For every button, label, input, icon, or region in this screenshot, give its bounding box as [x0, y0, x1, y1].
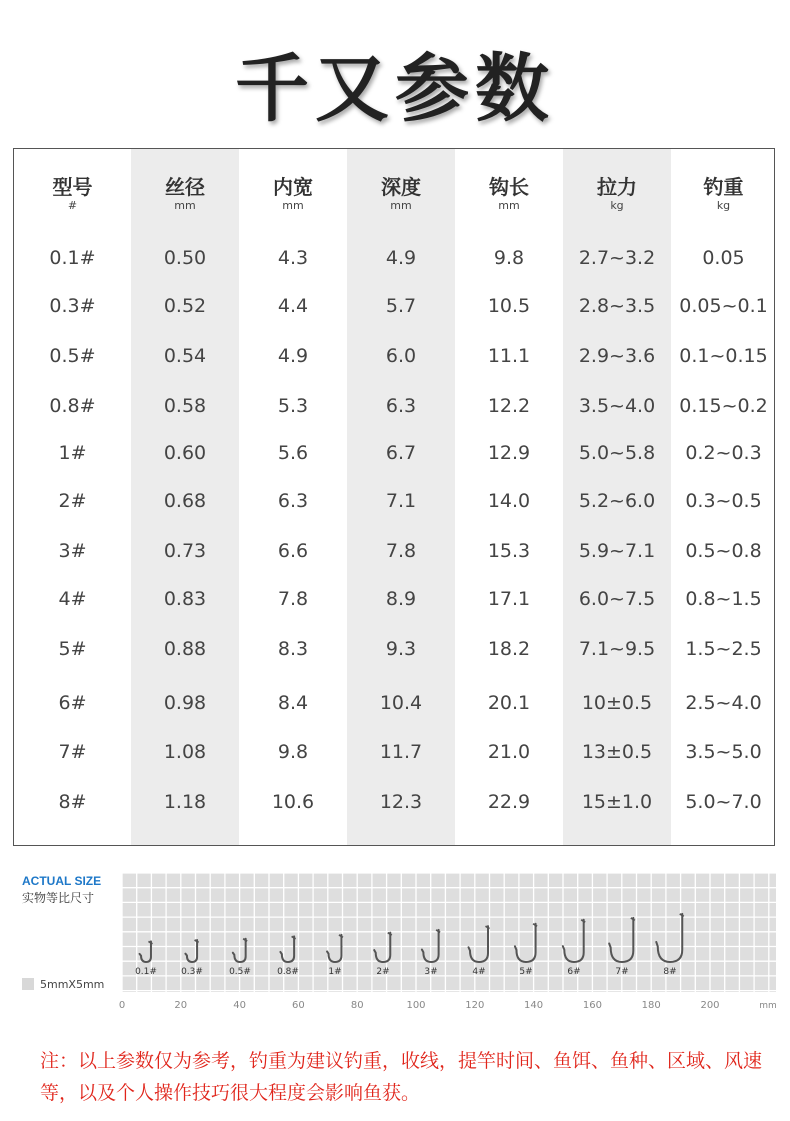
table-cell: 0.8~1.5 — [685, 588, 762, 610]
actual-size-sublabel: 实物等比尺寸 — [22, 891, 95, 905]
table-cell: 0.58 — [163, 395, 207, 417]
table-cell: 6.7 — [385, 442, 417, 464]
table-cell: 7.1~9.5 — [578, 638, 656, 660]
table-cell: 3.5~4.0 — [578, 395, 656, 417]
table-cell: 0.5~0.8 — [685, 540, 762, 562]
table-cell: 11.1 — [487, 345, 531, 367]
table-cell: 17.1 — [487, 588, 531, 610]
actual-size-label: ACTUAL SIZE — [22, 874, 102, 888]
table-cell: 6.0 — [385, 345, 417, 367]
column-header-unit: mm — [282, 199, 304, 212]
table-cell: 6.0~7.5 — [578, 588, 656, 610]
table-cell: 12.9 — [487, 442, 531, 464]
table-cell: 9.8 — [493, 247, 525, 269]
disclaimer-note: 注：以上参数仅为参考，钓重为建议钓重，收线，提竿时间、鱼饵、鱼种、区域、风速等，以及个人操作技巧很大程度会影响鱼获。 — [40, 1050, 763, 1104]
table-cell: 8.3 — [277, 638, 309, 660]
table-cell: 11.7 — [379, 741, 423, 763]
table-cell: 0.73 — [163, 540, 207, 562]
hook-size-label: 0.5# — [229, 967, 251, 977]
table-cell: 12.3 — [379, 791, 423, 813]
table-cell: 5.9~7.1 — [578, 540, 656, 562]
table-cell: 0.88 — [163, 638, 207, 660]
table-cell: 15±1.0 — [581, 791, 653, 813]
table-cell: 4.9 — [385, 247, 417, 269]
table-cell: 10.6 — [271, 791, 315, 813]
table-cell: 2.9~3.6 — [578, 345, 656, 367]
table-cell: 5# — [58, 638, 87, 660]
hook-size-label: 7# — [615, 967, 629, 977]
table-cell: 7.8 — [277, 588, 309, 610]
table-cell: 7.8 — [385, 540, 417, 562]
scale-tick-label: 0 — [118, 1000, 126, 1011]
table-cell: 13±0.5 — [581, 741, 653, 763]
scale-tick-label: 40 — [233, 1000, 246, 1011]
table-cell: 20.1 — [487, 692, 531, 714]
table-cell: 0.98 — [163, 692, 207, 714]
table-cell: 5.3 — [277, 395, 309, 417]
table-cell: 0.50 — [163, 247, 207, 269]
column-header-name: 钓重 — [703, 175, 744, 199]
table-cell: 0.2~0.3 — [685, 442, 762, 464]
table-cell: 5.6 — [277, 442, 309, 464]
table-cell: 2# — [58, 490, 87, 512]
column-header-name: 拉力 — [597, 175, 637, 199]
table-cell: 7# — [58, 741, 87, 763]
hook-size-label: 0.8# — [277, 967, 299, 977]
table-cell: 10.5 — [487, 295, 531, 317]
table-cell: 4# — [58, 588, 87, 610]
column-header-unit: mm — [390, 199, 412, 212]
column-header-unit: mm — [174, 199, 196, 212]
scale-unit-label: mm — [759, 1001, 777, 1011]
table-cell: 8.9 — [385, 588, 417, 610]
scale-tick-label: 80 — [350, 1000, 364, 1011]
table-cell: 2.7~3.2 — [578, 247, 656, 269]
hook-size-label: 3# — [424, 967, 438, 977]
table-cell: 1.5~2.5 — [685, 638, 762, 660]
table-cell: 8.4 — [277, 692, 309, 714]
column-header-name: 钩长 — [489, 175, 529, 199]
column-header-unit: # — [67, 199, 78, 212]
table-cell: 6.3 — [385, 395, 417, 417]
table-cell: 0.60 — [163, 442, 207, 464]
table-cell: 22.9 — [487, 791, 531, 813]
grid-legend-swatch — [22, 978, 34, 990]
table-cell: 5.0~7.0 — [685, 791, 762, 813]
scale-tick-label: 120 — [465, 1000, 485, 1011]
table-cell: 3# — [58, 540, 87, 562]
table-cell: 0.1# — [49, 247, 96, 269]
table-cell: 5.0~5.8 — [578, 442, 656, 464]
hook-size-label: 6# — [567, 967, 581, 977]
table-cell: 14.0 — [487, 490, 531, 512]
table-cell: 12.2 — [487, 395, 531, 417]
table-cell: 0.05~0.1 — [679, 295, 768, 317]
hook-size-label: 4# — [472, 967, 486, 977]
table-cell: 4.3 — [277, 247, 309, 269]
column-header-name: 深度 — [381, 175, 421, 199]
table-cell: 21.0 — [487, 741, 531, 763]
table-cell: 2.8~3.5 — [578, 295, 656, 317]
scale-tick-label: 60 — [292, 1000, 305, 1011]
table-cell: 0.5# — [49, 345, 96, 367]
table-cell: 0.68 — [163, 490, 207, 512]
scale-tick-label: 160 — [582, 1000, 602, 1011]
scale-tick-label: 140 — [524, 1000, 544, 1011]
table-cell: 0.54 — [163, 345, 207, 367]
table-cell: 4.4 — [277, 295, 309, 317]
table-cell: 9.8 — [277, 741, 309, 763]
table-cell: 5.7 — [385, 295, 417, 317]
table-cell: 7.1 — [385, 490, 417, 512]
scale-tick-label: 200 — [700, 1000, 720, 1011]
hook-size-label: 5# — [519, 967, 533, 977]
table-cell: 6.6 — [277, 540, 309, 562]
table-cell: 1.18 — [163, 791, 207, 813]
hook-size-label: 0.3# — [181, 967, 203, 977]
table-cell: 1.08 — [163, 741, 207, 763]
table-cell: 18.2 — [487, 638, 531, 660]
table-cell: 2.5~4.0 — [685, 692, 762, 714]
column-header-name: 内宽 — [273, 175, 313, 199]
column-header-name: 型号 — [52, 175, 93, 199]
table-cell: 1# — [58, 442, 87, 464]
table-cell: 0.8# — [49, 395, 96, 417]
table-cell: 0.52 — [163, 295, 207, 317]
hook-size-label: 2# — [376, 967, 390, 977]
table-cell: 3.5~5.0 — [685, 741, 762, 763]
table-cell: 8# — [58, 791, 87, 813]
grid-legend-label: 5mmX5mm — [40, 978, 105, 991]
table-cell: 0.3# — [49, 295, 96, 317]
hook-size-label: 0.1# — [135, 967, 157, 977]
hook-size-label: 8# — [663, 967, 677, 977]
table-cell: 0.15~0.2 — [679, 395, 768, 417]
table-cell: 0.05 — [702, 247, 745, 269]
table-cell: 6# — [58, 692, 87, 714]
ruler-grid-background — [122, 873, 776, 992]
column-header-unit: mm — [498, 199, 520, 212]
table-cell: 0.83 — [163, 588, 207, 610]
page-title: 千又参数 — [235, 46, 555, 132]
scale-tick-label: 180 — [641, 1000, 661, 1011]
table-cell: 15.3 — [487, 540, 531, 562]
hook-size-label: 1# — [328, 967, 342, 977]
table-cell: 6.3 — [277, 490, 309, 512]
table-cell: 9.3 — [385, 638, 417, 660]
table-cell: 4.9 — [277, 345, 309, 367]
column-header-name: 丝径 — [165, 175, 205, 199]
table-cell: 0.3~0.5 — [685, 490, 762, 512]
column-header-unit: kg — [610, 199, 624, 212]
table-cell: 10±0.5 — [581, 692, 653, 714]
column-header-unit: kg — [716, 199, 731, 212]
scale-tick-label: 100 — [406, 1000, 426, 1011]
table-cell: 5.2~6.0 — [578, 490, 656, 512]
table-cell: 0.1~0.15 — [679, 345, 768, 367]
table-cell: 10.4 — [379, 692, 423, 714]
scale-tick-label: 20 — [174, 1000, 188, 1011]
